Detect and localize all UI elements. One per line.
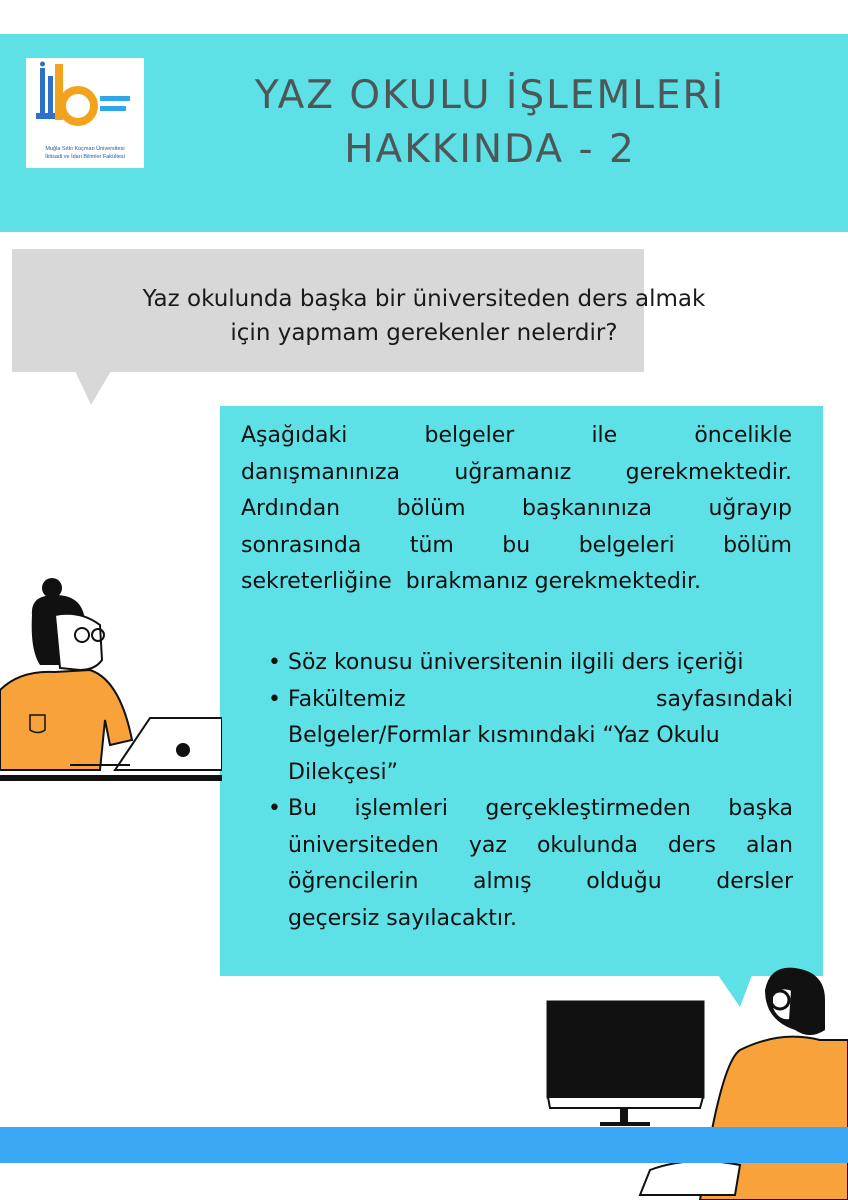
list-item: [268, 645, 793, 682]
list-item-text: Dilekçesi”: [288, 759, 399, 785]
word: sayfasındaki: [655, 686, 793, 712]
word: ders: [667, 832, 716, 858]
list-item-text: geçersiz sayılacaktır.: [288, 905, 518, 931]
question-bubble-tail: [75, 371, 115, 407]
bullet-icon: •: [268, 686, 281, 712]
word: üniversiteden: [288, 832, 439, 858]
word: Bu: [288, 796, 318, 821]
word: almış: [473, 869, 532, 894]
word: öncelikle: [694, 423, 792, 448]
word: sekreterliğine bırakmanız gerekmektedir.: [241, 569, 701, 594]
requirements-list: [268, 645, 793, 937]
question-line2: için yapmam gerekenler nelerdir?: [230, 320, 618, 346]
answer-line: [241, 564, 792, 601]
question-text: [20, 282, 828, 350]
answer-line: [241, 528, 792, 565]
word: yaz: [468, 832, 507, 858]
word: sonrasında: [241, 532, 362, 558]
word: bölüm: [723, 532, 792, 558]
logo-caption-line1: Muğla Sıtkı Koçman Üniversitesi: [45, 146, 125, 152]
faculty-logo: [26, 58, 144, 168]
word: Ardından: [241, 496, 341, 521]
word: uğramanız: [454, 459, 572, 485]
answer-paragraph: [241, 418, 792, 601]
word: okulunda: [536, 832, 638, 858]
word: belgeler: [424, 423, 515, 448]
word: uğrayıp: [708, 496, 792, 521]
woman-computer-illustration: [540, 960, 848, 1200]
bullet-icon: •: [268, 650, 281, 675]
word: danışmanınıza: [241, 459, 401, 485]
page-title-line1: YAZ OKULU İŞLEMLERİ: [254, 73, 726, 118]
list-item: [268, 791, 793, 937]
word: bu: [502, 532, 531, 558]
word: gerçekleştirmeden: [485, 796, 691, 821]
word: öğrencilerin: [288, 869, 419, 894]
list-item: [268, 682, 793, 792]
answer-line: [241, 418, 792, 455]
logo-caption-line2: İktisadi ve İdari Bilimler Fakültesi: [45, 154, 125, 160]
list-item-text: Söz konusu üniversitenin ilgili ders içeriği: [288, 650, 744, 675]
question-line1: Yaz okulunda başka bir üniversiteden ders almak: [142, 286, 706, 312]
word: Fakültemiz: [288, 686, 406, 712]
word: bölüm: [396, 496, 466, 521]
word: tüm: [409, 532, 454, 558]
word: başka: [728, 796, 793, 821]
list-item-text: Belgeler/Formlar kısmındaki “Yaz Okulu: [288, 723, 720, 748]
answer-line: [241, 491, 792, 528]
word: gerekmektedir.: [625, 459, 792, 485]
bullet-icon: •: [268, 796, 281, 821]
word: olduğu: [586, 869, 662, 894]
word: alan: [745, 832, 793, 858]
word: dersler: [716, 869, 793, 894]
answer-line: [241, 455, 792, 492]
word: başkanınıza: [522, 496, 652, 521]
word: Aşağıdaki: [241, 423, 348, 448]
woman-laptop-illustration: [0, 570, 222, 785]
word: belgeleri: [578, 532, 675, 558]
word: işlemleri: [354, 796, 448, 821]
bottom-accent-bar: [0, 1127, 848, 1163]
word: ile: [591, 423, 618, 448]
page-title-line2: HAKKINDA - 2: [344, 127, 636, 172]
